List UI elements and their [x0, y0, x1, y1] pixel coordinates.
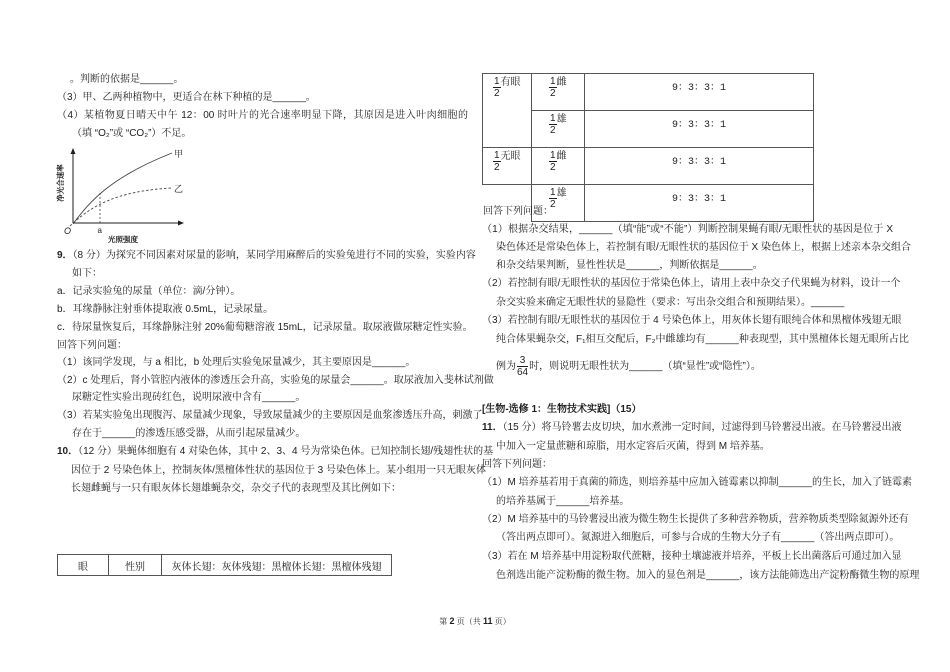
q11-prompt: 回答下列问题： — [482, 459, 552, 470]
q10-table-body — [482, 73, 814, 222]
q11-subquestion-1-cont: 的培养基属于______培养基。 — [496, 496, 630, 507]
q9-subquestion-2-cont: 尿糖定性实验出现砖红色，说明尿液中含有______。 — [72, 392, 306, 403]
q10-stem-text: （12 分）果蝇体细胞有 4 对染色体，其中 2、3、4 号为常染色体。已知控制长翅/残翅性状的基 — [78, 446, 494, 457]
sex-label: 雄 — [556, 114, 567, 125]
q10-subquestion-2-cont: 杂交实验来确定无眼性状的显隐性（要求：写出杂交组合和预期结果）。______ — [496, 297, 845, 308]
q11-subquestion-3-cont: 色剂选出能产淀粉酶的微生物。加入的显色剂是______，该方法能筛选出产淀粉酶微生物的原理 — [496, 570, 920, 581]
question-number: 10． — [57, 446, 79, 457]
q10-subquestion-1-cont-2: 和杂交结果判断，显性性状是______，判断依据是______。 — [496, 260, 763, 271]
curve-yi-label: 乙 — [174, 184, 184, 194]
sex-label: 雌 — [556, 151, 567, 162]
cell-sex-female — [532, 148, 585, 185]
cell-ratio: 9：3：3：1 — [585, 148, 814, 185]
q8-line: 。判断的依据是______。 — [70, 74, 184, 85]
cell-ratio: 9：3：3：1 — [585, 111, 814, 148]
q10-subquestion-2: （2）若控制有眼/无眼性状的基因位于常染色体上，请用上表中杂交子代果蝇为材料，设计一个 — [482, 278, 901, 289]
question-number: 11． — [482, 422, 503, 433]
table-row — [58, 555, 392, 576]
cell-eye-absent — [483, 148, 532, 185]
header-eye: 眼 — [58, 555, 109, 576]
q9-subquestion-3-cont: 存在于______的渗透压感受器，从而引起尿量减少。 — [72, 428, 306, 439]
q11-subquestion-3: （3）若在 M 培养基中用淀粉取代蔗糖，接种土壤滤液并培养，平板上长出菌落后可通过加入显 — [482, 551, 902, 562]
q9-step-c: c．待尿量恢复后，耳缘静脉注射 20%葡萄糖溶液 15mL，记录尿量。取尿液做尿糖定性实验。 — [57, 322, 473, 333]
question-number: 9． — [57, 250, 73, 261]
q9-subquestion-1: （1）该同学发现，与 a 相比，b 处理后实验兔尿量减少，其主要原因是______。 — [57, 357, 416, 368]
fraction: $\frac{1}{2}$ — [550, 76, 556, 99]
header-phenotype-ratio: 灰体长翅：灰体残翅：黑檀体长翅：黑檀体残翅 — [162, 555, 392, 576]
total-pages: 11 — [482, 616, 493, 626]
q10-stem-cont-2: 长翅雌蝇与一只有眼灰体长翅雄蝇杂交，杂交子代的表现型及其比例如下： — [71, 483, 401, 494]
cell-ratio: 9：3：3：1 — [585, 74, 814, 111]
text: 例为 — [496, 361, 516, 373]
footer-text: 页） — [492, 617, 511, 626]
q9-stem-text: （8 分）为探究不同因素对尿量的影响，某同学用麻醉后的实验兔进行不同的实验，实验内容 — [72, 250, 476, 261]
q8-subquestion-4: （4）某植物夏日晴天中午 12：00 时叶片的光合速率明显下降，其原因是进入叶肉细胞的 — [57, 110, 468, 121]
x-axis-label: 光照强度 — [108, 235, 138, 244]
section-header: [生物-选修 1：生物技术实践]（15） — [482, 404, 642, 415]
page-footer — [0, 615, 950, 628]
q10-subquestion-1-cont-1: 染色体还是常染色体上，若控制有眼/无眼性状的基因位于 X 染色体上，根据上述亲本杂交组合 — [496, 242, 912, 253]
fraction-3-64: $\frac{3}{64}$ — [517, 355, 529, 378]
fraction: $\frac{1}{2}$ — [550, 187, 556, 210]
q10-prompt: 回答下列问题： — [483, 206, 553, 217]
cell-sex-male — [532, 111, 585, 148]
tick-a-label: a — [97, 226, 102, 235]
y-axis-label: 净光合速率 — [56, 164, 65, 202]
fraction: $\frac{1}{2}$ — [494, 76, 500, 99]
q10-subquestion-3: （3）若控制有眼/无眼性状的基因位于 4 号染色体上，用灰体长翅有眼纯合体和黑檀体残翅无眼 — [482, 315, 902, 326]
sex-label: 雌 — [556, 77, 567, 88]
q11-subquestion-2-cont: （答出两点即可）。氮源进入细胞后，可参与合成的生物大分子有______（答出两点即可）。 — [496, 532, 900, 543]
table-row — [483, 111, 814, 148]
fraction: $\frac{1}{2}$ — [550, 113, 556, 136]
q10-stem-cont-1: 因位于 2 号染色体上，控制灰体/黑檀体性状的基因位于 3 号染色体上。某小组用一只无眼灰体 — [71, 465, 487, 476]
q9-subquestion-3: （3）若某实验兔出现腹泻、尿量减少现象，导致尿量减少的主要原因是血浆渗透压升高，刺激了 — [57, 410, 483, 421]
footer-text: 页（共 — [454, 617, 483, 626]
cell-eye-present — [483, 74, 532, 148]
sex-label: 雄 — [556, 188, 567, 199]
curve-jia — [73, 153, 172, 224]
curve-jia-label: 甲 — [174, 149, 184, 159]
q8-subquestion-3: （3）甲、乙两种植物中，更适合在林下种植的是______。 — [57, 92, 316, 103]
q8-subquestion-4-cont: （填 “O₂”或 “CO₂”）不足。 — [72, 128, 192, 139]
fraction: $\frac{1}{2}$ — [550, 150, 556, 173]
q9-step-a: a．记录实验兔的尿量（单位：滴/分钟）。 — [57, 286, 241, 297]
y-axis-arrow-icon — [71, 148, 76, 154]
q10-stem-line — [57, 445, 494, 459]
q10-subquestion-1: （1）根据杂交结果，______（填“能”或“不能”）判断控制果蝇有眼/无眼性状的基因是位于 X — [482, 224, 893, 235]
fraction: $\frac{1}{2}$ — [494, 150, 500, 173]
q11-stem-line — [482, 421, 902, 435]
photosynthesis-figure — [55, 145, 195, 245]
q9-stem-cont: 如下： — [72, 268, 102, 279]
q11-subquestion-2: （2）M 培养基中的马铃薯浸出液为微生物生长提供了多种营养物质，营养物质类型除氮源外还有 — [482, 514, 909, 525]
q10-table-header — [57, 554, 392, 576]
q9-step-b: b．耳缘静脉注射垂体提取液 0.5mL，记录尿量。 — [57, 304, 274, 315]
q9-subquestion-2: （2）c 处理后，肾小管腔内液体的渗透压会升高，实验兔的尿量会______。取尿液加入斐林试剂做 — [57, 375, 494, 386]
table-row — [483, 148, 814, 185]
footer-text: 第 — [439, 617, 450, 626]
text: 时，则说明无眼性状为______（填“显性”或“隐性”）。 — [529, 361, 761, 373]
eye-label: 无眼 — [500, 151, 521, 162]
q10-subquestion-3-cont: 纯合体果蝇杂交，F₁相互交配后，F₂中雌雄均有______种表现型，其中黑檀体长翅无眼所占比 — [496, 334, 909, 345]
q9-prompt: 回答下列问题： — [57, 340, 127, 351]
origin-label: O — [64, 226, 72, 236]
q11-subquestion-1: （1）M 培养基若用于真菌的筛选，则培养基中应加入链霉素以抑制______的生长，加入了链霉素 — [482, 477, 913, 488]
x-axis-arrow-icon — [178, 221, 184, 226]
cell-ratio: 9：3：3：1 — [585, 185, 814, 222]
q9-stem-line — [57, 249, 476, 263]
q11-stem-text: （15 分）将马铃薯去皮切块，加水煮沸一定时间，过滤得到马铃薯浸出液。在马铃薯浸出液 — [502, 422, 902, 433]
curve-yi — [70, 188, 172, 226]
q11-stem-cont: 中加入一定量蔗糖和琼脂，用水定容后灭菌，得到 M 培养基。 — [496, 441, 770, 452]
header-sex: 性别 — [109, 555, 162, 576]
cell-sex-female — [532, 74, 585, 111]
eye-label: 有眼 — [500, 77, 521, 88]
q10-subquestion-3-last — [496, 355, 761, 379]
table-row — [483, 74, 814, 111]
page-number: 2 — [449, 616, 455, 626]
